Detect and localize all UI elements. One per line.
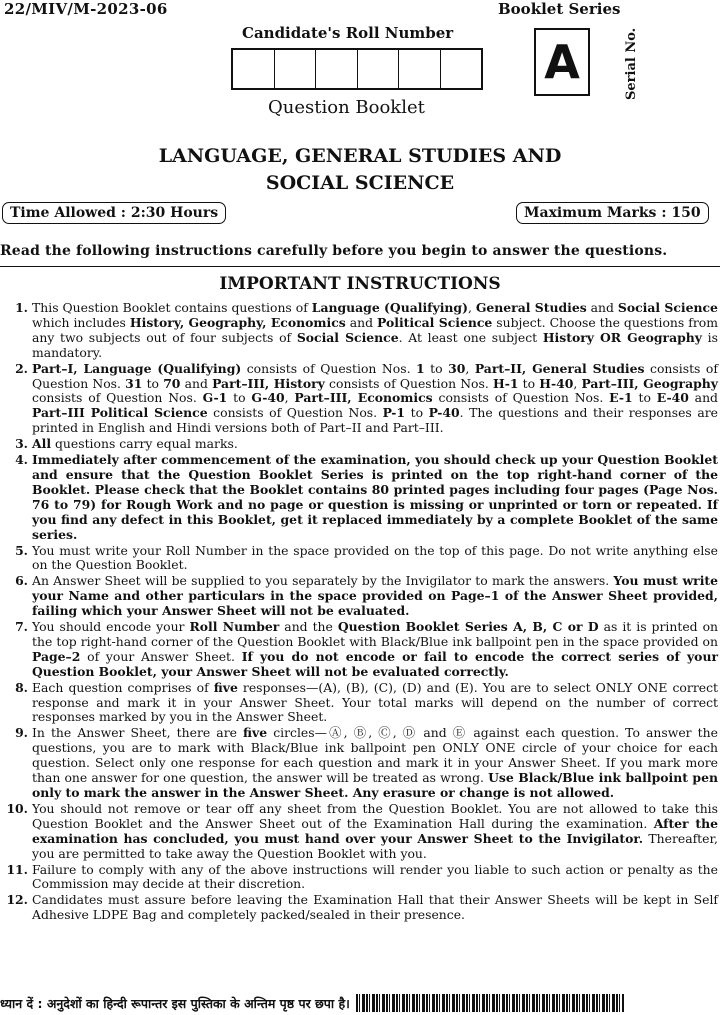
serial-number-label: Serial No. <box>624 27 639 100</box>
instruction-text: This Question Booklet contains questions of Language (Qualifying), General Studies and Social Science which includes History, Geography, Economics and Political Science subject. Choose the questions from any two subjects out of four subjects of Social Science. At least one subject History OR Geography is mandatory. <box>32 300 718 360</box>
instruction-item <box>0 362 718 437</box>
instruction-text: An Answer Sheet will be supplied to you separately by the Invigilator to mark the answers. You must write your Name and other particulars in the space provided on Page–1 of the Answer Sheet provided, failing which your Answer Sheet will not be evaluated. <box>32 573 719 619</box>
instruction-number: 4. <box>15 452 28 468</box>
instruction-number: 7. <box>15 619 28 635</box>
instructions-heading: IMPORTANT INSTRUCTIONS <box>219 274 501 294</box>
instruction-text: Candidates must assure before leaving the Examination Hall that their Answer Sheets will be kept in Self Adhesive LDPE Bag and completely packed/sealed in their presence. <box>32 892 718 923</box>
time-allowed-badge: Time Allowed : 2:30 Hours <box>2 202 226 224</box>
instruction-item <box>0 726 718 801</box>
instruction-number: 6. <box>15 573 28 589</box>
hindi-note: ध्यान दें : अनुदेशों का हिन्दी रूपान्तर इस पुस्तिका के अन्तिम पृष्ठ पर छपा है। <box>0 995 350 1011</box>
instruction-number: 10. <box>6 800 28 816</box>
instruction-item <box>0 301 718 361</box>
instruction-item <box>0 620 718 680</box>
instruction-item <box>0 574 718 619</box>
instruction-text: Each question comprises of five responses—(A), (B), (C), (D) and (E). You are to select ONLY ONE correct response and mark it in your Answer Sheet. Your total marks will depend on the number of correct responses marked by you in the Answer Sheet. <box>32 679 718 725</box>
instruction-item <box>0 437 718 452</box>
instruction-number: 5. <box>15 542 28 558</box>
roll-digit-box[interactable] <box>399 50 441 88</box>
instruction-number: 12. <box>6 892 28 908</box>
instruction-text: Part–I, Language (Qualifying) consists of Question Nos. 1 to 30, Part–II, General Studies consists of Question Nos. 31 to 70 and Part–III, History consists of Question Nos. H-1 to H-40, Part–III, Geography consists of Question Nos. G-1 to G-40, Part–III, Economics consists of Question Nos. E-1 to E-40 and Part–III Political Science consists of Question Nos. P-1 to P-40. The questions and their responses are printed in English and Hindi versions both of Part–II and Part–III. <box>32 360 718 436</box>
instruction-number: 8. <box>15 679 28 695</box>
booklet-series-label: Booklet Series <box>498 0 621 18</box>
instruction-item <box>0 802 718 862</box>
page-title-line2: SOCIAL SCIENCE <box>265 172 455 194</box>
roll-digit-box[interactable] <box>233 50 275 88</box>
instruction-text: All questions carry equal marks. <box>32 436 238 452</box>
instruction-item <box>0 863 718 893</box>
roll-number-boxes[interactable] <box>231 48 483 90</box>
roll-digit-box[interactable] <box>441 50 482 88</box>
instruction-number: 3. <box>15 436 28 452</box>
divider <box>0 266 720 267</box>
read-instructions-line: Read the following instructions carefully before you begin to answer the questions. <box>0 243 668 259</box>
instruction-item <box>0 544 718 574</box>
instruction-text: Failure to comply with any of the above instructions will render you liable to such action or penalty as the Commission may decide at their discretion. <box>32 861 718 892</box>
maximum-marks-badge: Maximum Marks : 150 <box>516 202 709 224</box>
instruction-number: 1. <box>15 300 28 315</box>
instruction-number: 9. <box>15 725 28 741</box>
instruction-number: 2. <box>15 360 28 376</box>
footer <box>0 992 720 1014</box>
instruction-item <box>0 893 718 923</box>
booklet-series-box: A <box>534 28 590 96</box>
barcode <box>356 994 624 1012</box>
instruction-text: In the Answer Sheet, there are five circles—Ⓐ, Ⓑ, Ⓒ, Ⓓ and Ⓔ against each question. To answer the questions, you are to mark with Black/Blue ink ballpoint pen ONLY ONE circle of your choice for each question. Select only one response for each question and mark it in your Answer Sheet. If you mark more than one answer for one question, the answer will be treated as wrong. Use Black/Blue ink ballpoint pen only to mark the answer in the Answer Sheet. Any erasure or change is not allowed. <box>32 725 718 800</box>
instruction-item <box>0 681 718 726</box>
instruction-text: You should not remove or tear off any sheet from the Question Booklet. You are not allowed to take this Question Booklet and the Answer Sheet out of the Examination Hall during the examination. After the examination has concluded, you must hand over your Answer Sheet to the Invigilator. Thereafter, you are permitted to take away the Question Booklet with you. <box>32 800 718 861</box>
page-title-line1: LANGUAGE, GENERAL STUDIES AND <box>158 145 562 167</box>
question-booklet-label: Question Booklet <box>268 97 425 118</box>
instruction-text: You must write your Roll Number in the space provided on the top of this page. Do not write anything else on the Question Booklet. <box>32 542 718 573</box>
roll-digit-box[interactable] <box>316 50 358 88</box>
roll-number-label: Candidate's Roll Number <box>242 24 454 42</box>
instruction-text: Immediately after commencement of the examination, you should check up your Question Booklet and ensure that the Question Booklet Series is printed on the top right-hand corner of the Booklet. Please check that the Booklet contains 80 printed pages including four pages (Page Nos. 76 to 79) for Rough Work and no page or question is missing or unprinted or torn or repeated. If you find any defect in this Booklet, get it replaced immediately by a complete Booklet of the same series. <box>32 452 718 542</box>
roll-digit-box[interactable] <box>358 50 400 88</box>
instruction-number: 11. <box>6 861 28 877</box>
exam-code: 22/MIV/M-2023-06 <box>4 0 168 18</box>
instruction-text: You should encode your Roll Number and the Question Booklet Series A, B, C or D as it is printed on the top right-hand corner of the Question Booklet with Black/Blue ink ballpoint pen in the space provided on Page–2 of your Answer Sheet. If you do not encode or fail to encode the correct series of your Question Booklet, your Answer Sheet will not be evaluated correctly. <box>32 619 719 679</box>
roll-digit-box[interactable] <box>275 50 317 88</box>
instruction-item <box>0 453 718 542</box>
instructions-list <box>0 301 718 924</box>
